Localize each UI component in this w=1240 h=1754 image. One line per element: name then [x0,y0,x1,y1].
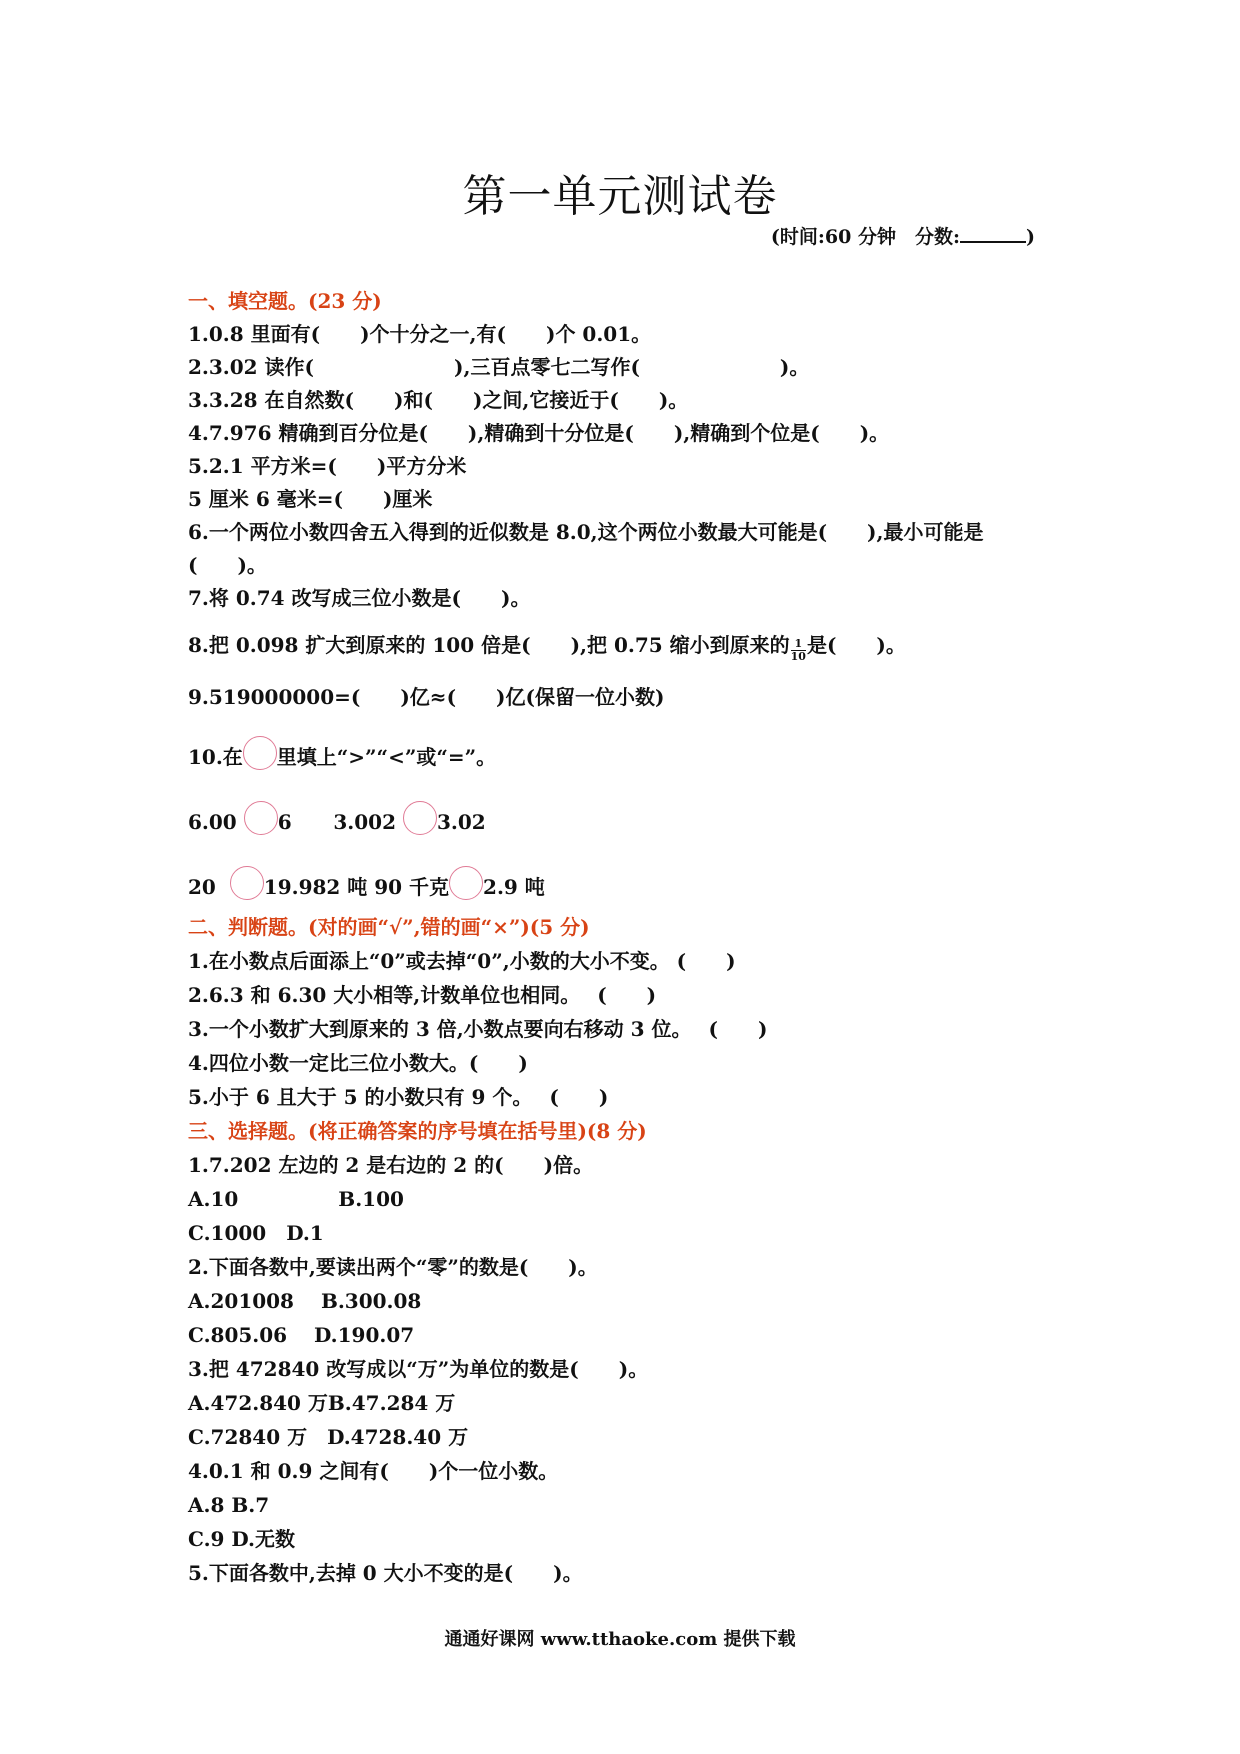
compare-circle-2[interactable] [403,801,437,835]
page-title: 第一单元测试卷 [462,171,778,222]
compare-row-2 [188,866,545,900]
section-1-heading: 一、填空题。(23 分) [188,289,382,313]
compare-2-left: 3.002 [333,810,397,834]
compare-1-left: 6.00 [188,810,237,834]
question-1-9: 9.519000000=( )亿≈( )亿(保留一位小数) [188,685,665,709]
fraction-denominator: 10 [790,650,806,663]
question-3-1-options-ab: A.10 B.100 [188,1187,404,1211]
question-1-10-prefix: 10.在 [188,745,243,769]
question-3-1-options-cd: C.1000 D.1 [188,1221,324,1245]
question-3-2-options-cd: C.805.06 D.190.07 [188,1323,415,1347]
question-3-4-options-ab: A.8 B.7 [188,1493,270,1517]
question-3-4-options-cd: C.9 D.无数 [188,1527,296,1551]
exam-meta [771,222,1035,249]
question-1-8-part1: 8.把 0.098 扩大到原来的 100 倍是( ),把 0.75 缩小到原来的 [188,633,790,657]
compare-3-right: 19.982 吨 90 千克 [263,875,450,899]
question-3-1: 1.7.202 左边的 2 是右边的 2 的( )倍。 [188,1153,594,1177]
compare-circle-1[interactable] [244,801,278,835]
exam-meta-suffix: ) [1026,226,1035,248]
question-1-1: 1.0.8 里面有( )个十分之一,有( )个 0.01。 [188,322,652,346]
question-1-3: 3.3.28 在自然数( )和( )之间,它接近于( )。 [188,388,689,412]
question-3-2-options-ab: A.201008 B.300.08 [188,1289,422,1313]
question-2-3: 3.一个小数扩大到原来的 3 倍,小数点要向右移动 3 位。 ( ) [188,1017,768,1041]
fraction-one-tenth [791,638,806,663]
question-1-10 [188,736,496,770]
question-1-8-part2: 是( )。 [806,633,906,657]
question-1-10-suffix: 里填上“>”“<”或“=”。 [276,745,497,769]
question-3-5: 5.下面各数中,去掉 0 大小不变的是( )。 [188,1561,583,1585]
question-2-2: 2.6.3 和 6.30 大小相等,计数单位也相同。 ( ) [188,983,657,1007]
question-1-4: 4.7.976 精确到百分位是( ),精确到十分位是( ),精确到个位是( )。 [188,421,890,445]
question-1-6a: 6.一个两位小数四舍五入得到的近似数是 8.0,这个两位小数最大可能是( ),最小可能是 [188,520,984,544]
question-2-1: 1.在小数点后面添上“0”或去掉“0”,小数的大小不变。 ( ) [188,949,736,973]
question-3-3: 3.把 472840 改写成以“万”为单位的数是( )。 [188,1357,649,1381]
question-1-5b: 5 厘米 6 毫米=( )厘米 [188,487,433,511]
section-3-heading: 三、选择题。(将正确答案的序号填在括号里)(8 分) [188,1119,647,1143]
score-blank[interactable] [960,241,1026,243]
compare-4-right: 2.9 吨 [483,875,545,899]
question-3-3-options-ab: A.472.840 万B.47.284 万 [188,1391,456,1415]
question-1-8 [188,632,906,663]
compare-1-right: 6 [277,810,292,834]
question-2-4: 4.四位小数一定比三位小数大。( ) [188,1051,528,1075]
compare-2-right: 3.02 [437,810,486,834]
question-1-7: 7.将 0.74 改写成三位小数是( )。 [188,586,531,610]
question-1-2: 2.3.02 读作( ),三百点零七二写作( )。 [188,355,810,379]
footer-credit: 通通好课网 www.tthaoke.com 提供下载 [444,1629,796,1650]
question-1-5a: 5.2.1 平方米=( )平方分米 [188,454,467,478]
compare-3-left: 20 [188,875,216,899]
compare-circle-4[interactable] [449,866,483,900]
compare-circle-3[interactable] [230,866,264,900]
question-3-3-options-cd: C.72840 万 D.4728.40 万 [188,1425,469,1449]
compare-circle-example [243,736,277,770]
question-1-6b: ( )。 [188,553,267,577]
question-3-4: 4.0.1 和 0.9 之间有( )个一位小数。 [188,1459,559,1483]
exam-meta-prefix: (时间:60 分钟 分数: [770,226,960,248]
section-2-heading: 二、判断题。(对的画“√”,错的画“×”)(5 分) [188,915,590,939]
question-2-5: 5.小于 6 且大于 5 的小数只有 9 个。 ( ) [188,1085,609,1109]
compare-row-1 [188,801,486,835]
fraction-numerator: 1 [791,638,806,651]
question-3-2: 2.下面各数中,要读出两个“零”的数是( )。 [188,1255,598,1279]
